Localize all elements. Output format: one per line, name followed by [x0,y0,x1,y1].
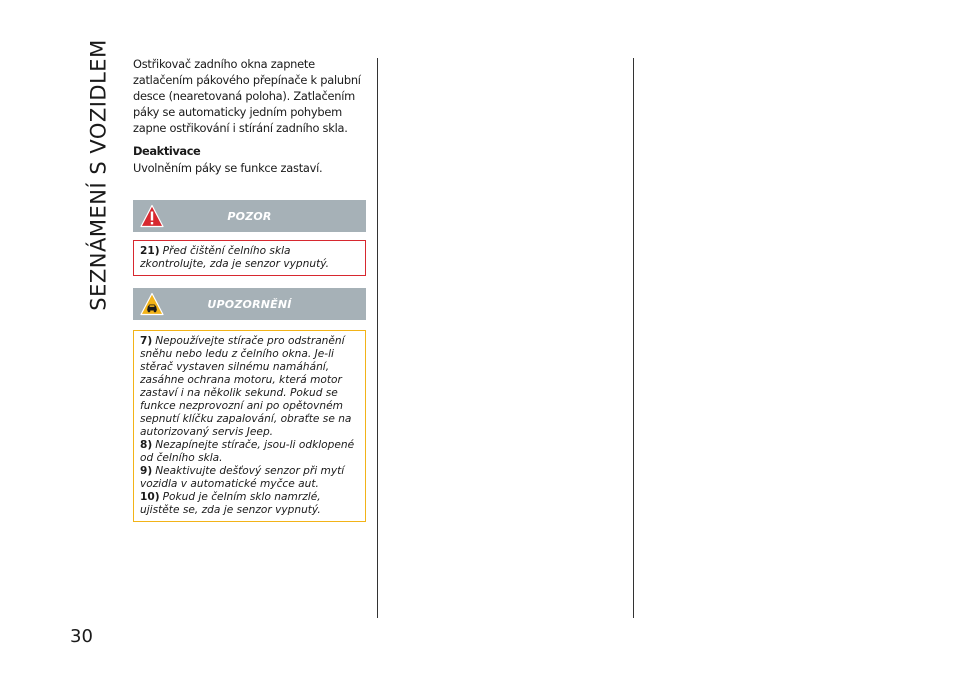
note-item: 10) Pokud je čelním sklo namrzlé, ujistěte se, zda je senzor vypnutý. [140,491,321,516]
upozorneni-banner [133,288,366,320]
note-item: 8) Nezapínejte stírače, jsou-li odklopené od čelního skla. [140,439,355,464]
pozor-label: POZOR [227,209,272,223]
section-title [82,39,116,311]
intro-paragraph: Ostřikovač zadního okna zapnete zatlačením pákového přepínače k palubní desce (nearetovaná poloha). Zatlačením páky se automaticky jedním pohybem zapne ostřikování i stírání zadního skla. [133,57,361,135]
main-column [133,56,366,522]
note-item: 9) Neaktivujte dešťový senzor při mytí vozidla v automatické myčce aut. [140,465,345,490]
section-title-text: SEZNÁMENÍ S VOZIDLEM [87,39,111,311]
pozor-banner [133,200,366,232]
column-divider-2 [633,58,634,618]
warning-triangle-icon [140,204,164,228]
pozor-notes-box [133,240,366,276]
deactivation-heading: Deaktivace [133,144,201,158]
note-item: 7) Nepoužívejte stírače pro odstranění sněhu nebo ledu z čelního okna. Je-li stěrač vystaven silnému namáhání, zasáhne ochrana motoru, která motor zastaví i na několik sekund. Pokud se funkce nezprovozní ani po opětovném sepnutí klíčku zapalování, obraťte se na autorizovaný servis Jeep. [140,335,352,438]
column-divider-1 [377,58,378,618]
deactivation-text: Uvolněním páky se funkce zastaví. [133,161,323,175]
car-caution-icon [140,292,164,316]
upozorneni-notes-box [133,330,366,522]
note-item: 21) Před čištění čelního skla zkontrolujte, zda je senzor vypnutý. [140,245,330,270]
page-number: 30 [70,626,93,647]
upozorneni-label: UPOZORNĚNÍ [207,297,292,311]
